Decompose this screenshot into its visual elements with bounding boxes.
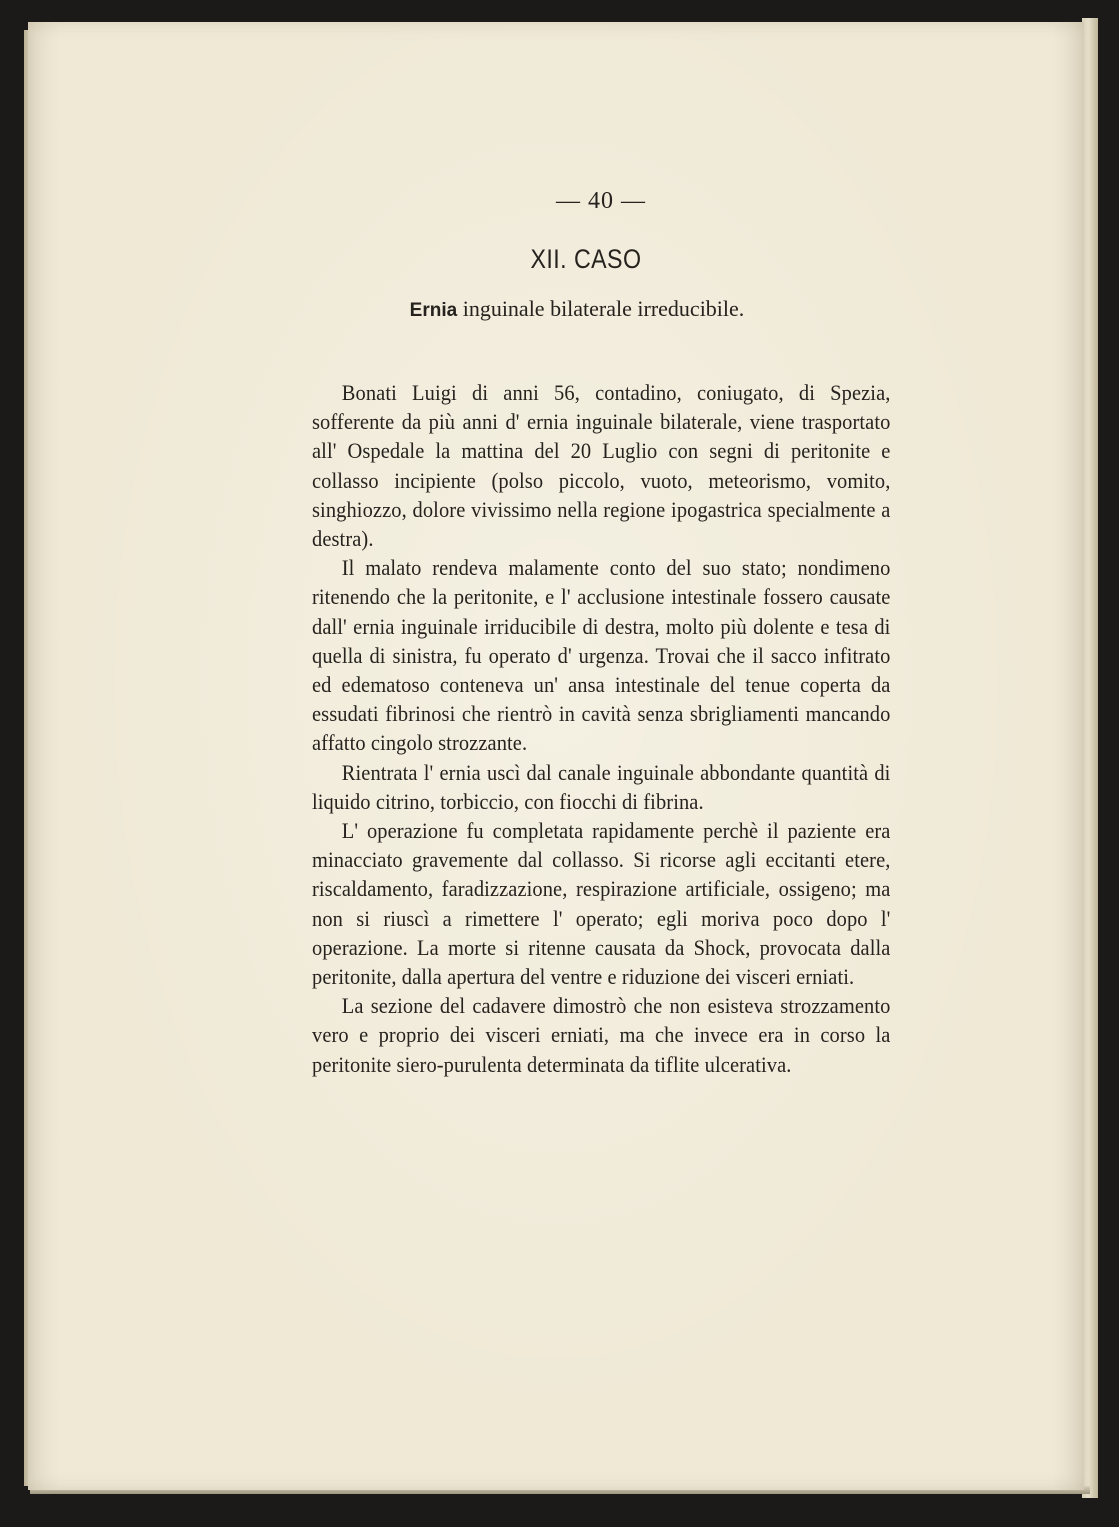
subtitle-bold-word: Ernia (409, 300, 458, 321)
paragraph-4: L' operazione fu completata rapidamente perchè il paziente era minacciato gravemente dal collasso. Si ricorse agli eccitanti etere, riscaldamento, faradizzazione, respirazione artificiale, ossigeno; ma non si riuscì a rimettere l' operato; egli moriva poco dopo l' operazione. La morte si ritenne causata da Shock, provocata dalla peritonite, dalla apertura del ventre e riduzione dei visceri erniati. (312, 818, 891, 990)
page-text-block (312, 186, 890, 1079)
case-subtitle (264, 294, 890, 326)
paragraph-2: Il malato rendeva malamente conto del suo stato; nondimeno ritenendo che la peritonite, e l' acclusione intestinale fossero causate dall' ernia inguinale irriducibile di destra, molto più dolente e tesa di quella di sinistra, fu operato d' urgenza. Trovai che il sacco infitrato ed edematoso conteneva un' ansa intestinale del tenue coperta da essudati fibrinosi che rientrò in cavità senza sbrigliamenti mancando affatto cingolo strozzante. (312, 555, 891, 756)
subtitle-rest: inguinale bilaterale irreducibile. (457, 296, 745, 321)
case-title: XII. CASO (530, 244, 642, 274)
page-number: — 40 — (556, 188, 646, 214)
paragraph-1: Bonati Luigi di anni 56, contadino, coniugato, di Spezia, sofferente da più anni d' ernia inguinale bilaterale, viene trasportato all' Ospedale la mattina del 20 Luglio con segni di peritonite e collasso incipiente (polso piccolo, vuoto, meteorismo, vomito, singhiozzo, dolore vivissimo nella regione ipogastrica specialmente a destra). (312, 380, 891, 552)
paragraph-3: Rientrata l' ernia uscì dal canale inguinale abbondante quantità di liquido citrino, torbiccio, con fiocchi di fibrina. (312, 759, 891, 814)
paragraph-5: La sezione del cadavere dimostrò che non esisteva strozzamento vero e proprio dei visceri erniati, ma che invece era in corso la peritonite siero-purulenta determinata da tiflite ulcerativa. (312, 993, 891, 1077)
page-edge-right (1082, 18, 1098, 1498)
